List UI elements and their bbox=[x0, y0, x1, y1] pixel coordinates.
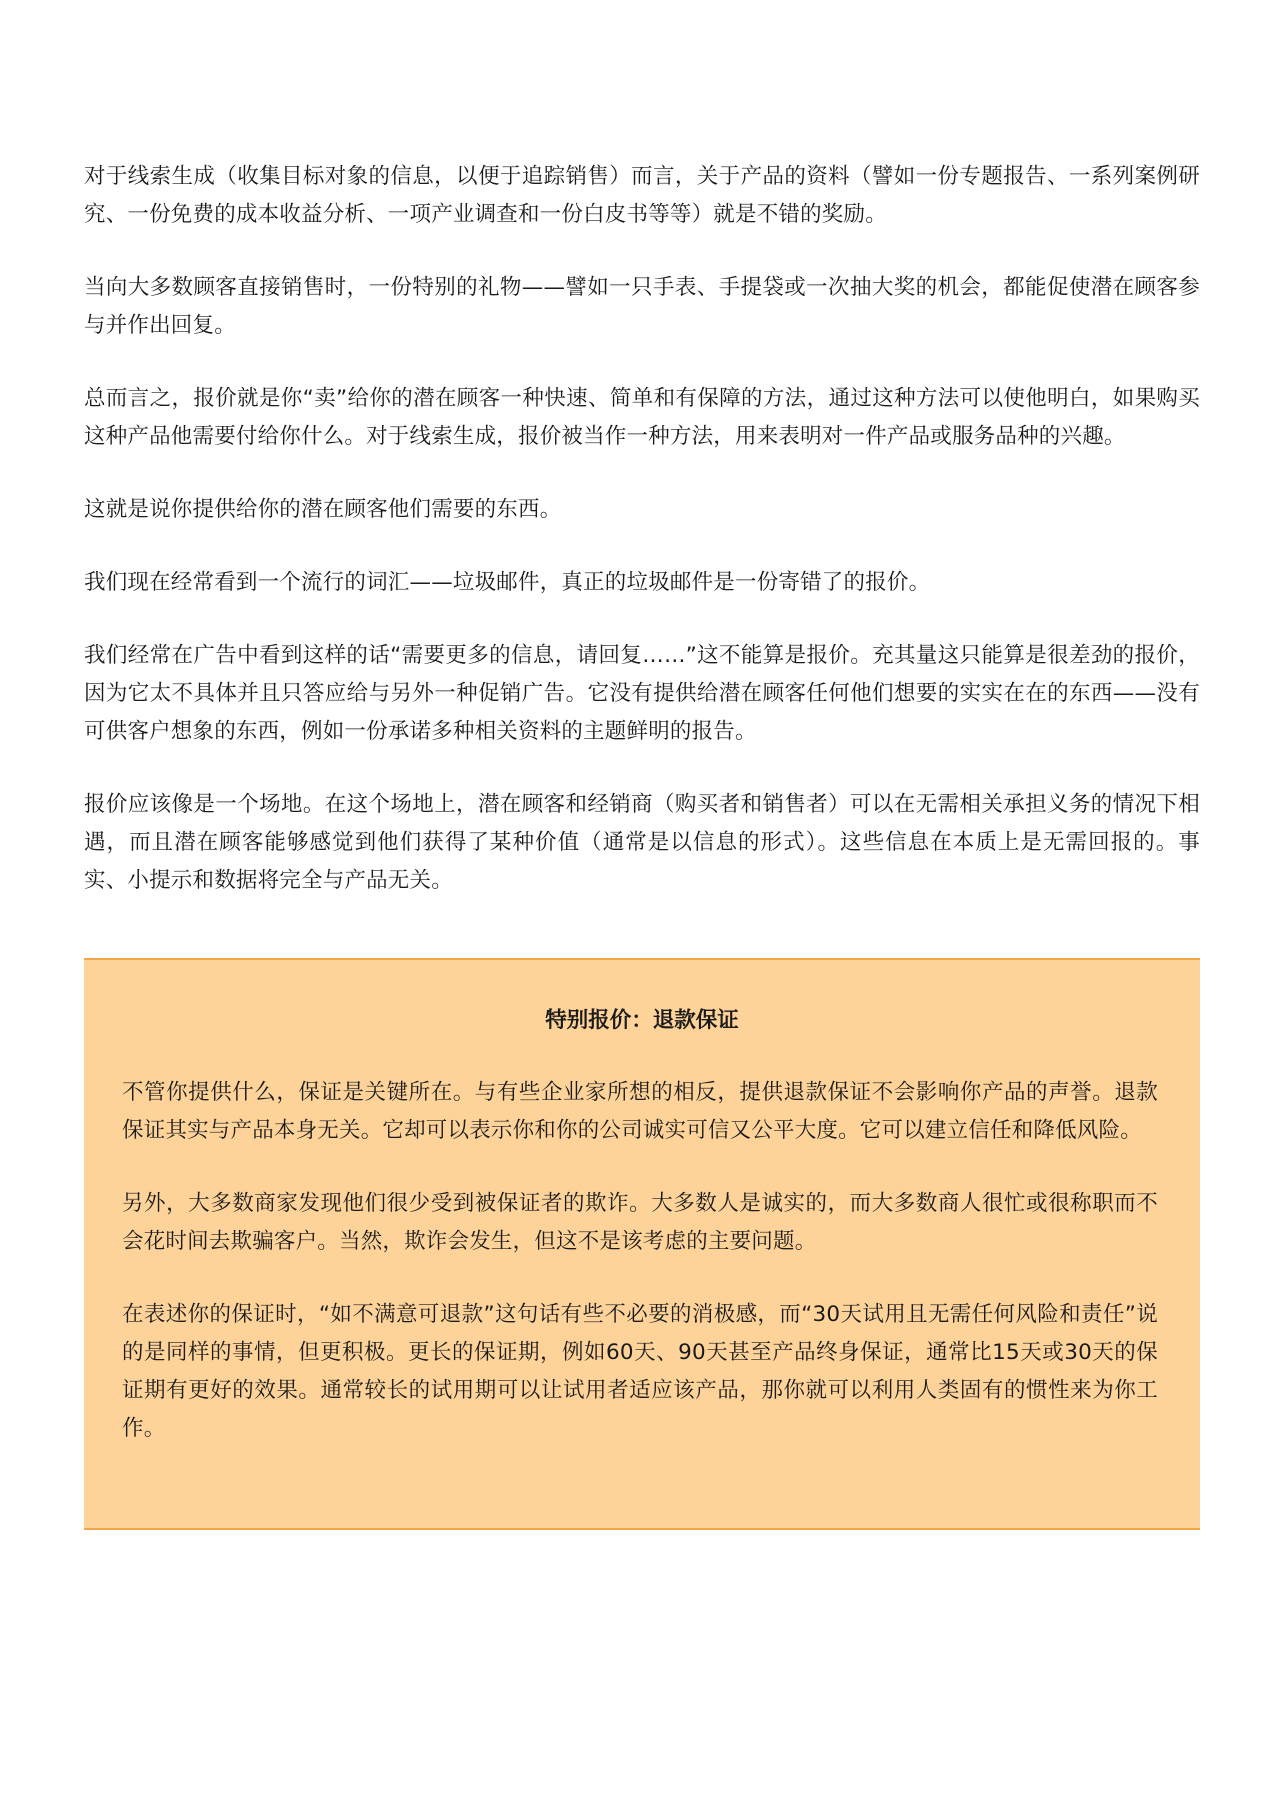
article-body bbox=[84, 158, 1200, 900]
callout-body bbox=[122, 1074, 1158, 1483]
paragraph-offer-summary: 总而言之，报价就是你“卖”给你的潜在顾客一种快速、简单和有保障的方法，通过这种方法可以使他明白，如果购买这种产品他需要付给你什么。对于线索生成，报价被当作一种方法，用来表明对一件产品或服务品种的兴趣。 bbox=[84, 386, 1200, 449]
paragraph-direct-sales-gift: 当向大多数顾客直接销售时，一份特别的礼物——譬如一只手表、手提袋或一次抽大奖的机会，都能促使潜在顾客参与并作出回复。 bbox=[84, 275, 1200, 338]
paragraph-give-what-they-need: 这就是说你提供给你的潜在顾客他们需要的东西。 bbox=[84, 497, 562, 522]
callout-paragraph-fraud: 另外，大多数商家发现他们很少受到被保证者的欺诈。大多数人是诚实的，而大多数商人很忙或很称职而不会花时间去欺骗客户。当然，欺诈会发生，但这不是该考虑的主要问题。 bbox=[122, 1191, 1158, 1254]
paragraph-junk-mail: 我们现在经常看到一个流行的词汇——垃圾邮件，真正的垃圾邮件是一份寄错了的报价。 bbox=[84, 570, 931, 595]
callout-title: 特别报价：退款保证 bbox=[545, 1008, 739, 1033]
callout-paragraph-wording: 在表述你的保证时，“如不满意可退款”这句话有些不必要的消极感，而“30天试用且无需任何风险和责任”说的是同样的事情，但更积极。更长的保证期，例如60天、90天甚至产品终身保证，通常比15天或30天的保证期有更好的效果。通常较长的试用期可以让试用者适应该产品，那你就可以利用人类固有的惯性来为你工作。 bbox=[122, 1302, 1158, 1441]
callout-box bbox=[84, 958, 1200, 1530]
paragraph-weak-offer: 我们经常在广告中看到这样的话“需要更多的信息，请回复……”这不能算是报价。充其量这只能算是很差劲的报价，因为它太不具体并且只答应给与另外一种促销广告。它没有提供给潜在顾客任何他们想要的实实在在的东西——没有可供客户想象的东西，例如一份承诺多种相关资料的主题鲜明的报告。 bbox=[84, 643, 1200, 744]
callout-paragraph-guarantee: 不管你提供什么，保证是关键所在。与有些企业家所想的相反，提供退款保证不会影响你产品的声誉。退款保证其实与产品本身无关。它却可以表示你和你的公司诚实可信又公平大度。它可以建立信任和降低风险。 bbox=[122, 1080, 1158, 1143]
paragraph-lead-generation: 对于线索生成（收集目标对象的信息，以便于追踪销售）而言，关于产品的资料（譬如一份专题报告、一系列案例研究、一份免费的成本收益分析、一项产业调查和一份白皮书等等）就是不错的奖励。 bbox=[84, 164, 1200, 227]
paragraph-offer-as-venue: 报价应该像是一个场地。在这个场地上，潜在顾客和经销商（购买者和销售者）可以在无需相关承担义务的情况下相遇，而且潜在顾客能够感觉到他们获得了某种价值（通常是以信息的形式）。这些信息在本质上是无需回报的。事实、小提示和数据将完全与产品无关。 bbox=[84, 792, 1200, 893]
